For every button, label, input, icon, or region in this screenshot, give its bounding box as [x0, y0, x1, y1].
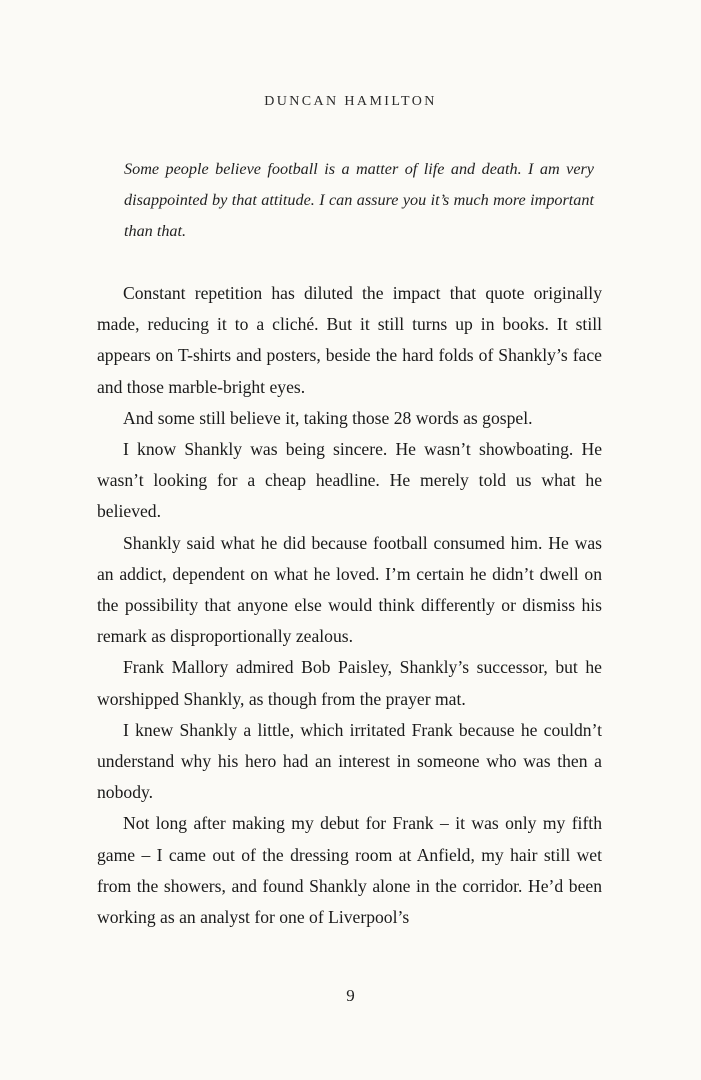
- paragraph: I knew Shankly a little, which irritated Frank because he couldn’t understand why his hero had an interest in someone who was then a nobody.: [97, 719, 602, 803]
- body-text: [97, 278, 602, 933]
- running-head: DUNCAN HAMILTON: [264, 94, 437, 109]
- paragraph: Frank Mallory admired Bob Paisley, Shankly’s successor, but he worshipped Shankly, as though from the prayer mat.: [97, 657, 602, 709]
- page-number: 9: [346, 986, 355, 1005]
- paragraph: I know Shankly was being sincere. He wasn’t showboating. He wasn’t looking for a cheap headline. He merely told us what he believed.: [97, 439, 602, 522]
- paragraph: Constant repetition has diluted the impact that quote originally made, reducing it to a cliché. But it still turns up in books. It still appears on T-shirts and posters, beside the hard folds of Shankly’s face and those marble-bright eyes.: [97, 283, 602, 397]
- epigraph-quote: Some people believe football is a matter of life and death. I am very disappointed by that attitude. I can assure you it’s much more important than that.: [124, 160, 594, 240]
- paragraph: And some still believe it, taking those 28 words as gospel.: [123, 407, 533, 428]
- paragraph: Shankly said what he did because football consumed him. He was an addict, dependent on what he loved. I’m certain he didn’t dwell on the possibility that anyone else would think differently or dismiss his remark as disproportionally zealous.: [97, 532, 602, 647]
- paragraph: Not long after making my debut for Frank – it was only my fifth game – I came out of the dressing room at Anfield, my hair still wet from the showers, and found Shankly alone in the corridor. He’d been working as an analyst for one of Liverpool’s: [97, 813, 602, 928]
